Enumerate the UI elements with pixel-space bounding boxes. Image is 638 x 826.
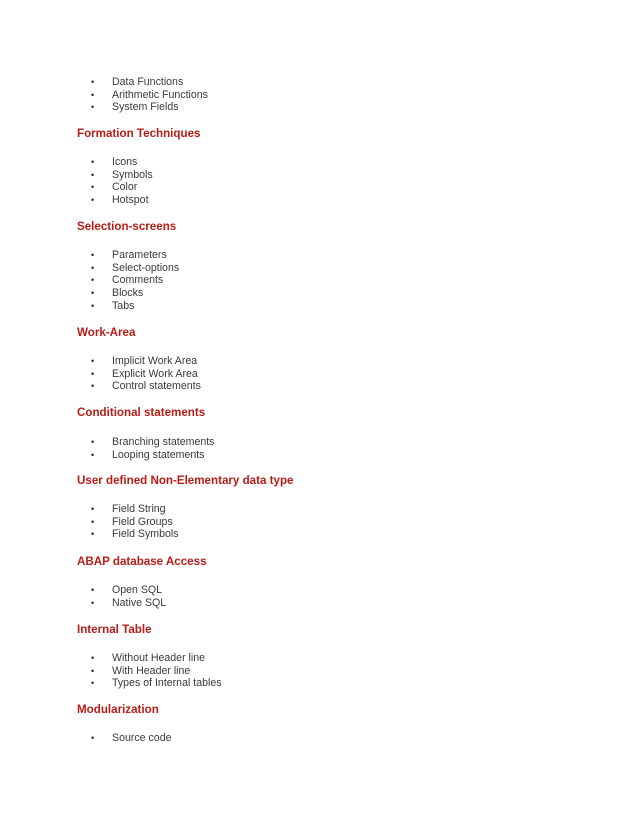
list-item-text: Color bbox=[112, 181, 138, 194]
section-heading: Internal Table bbox=[77, 623, 152, 636]
bullet-icon: • bbox=[91, 250, 95, 260]
list-item-text: System Fields bbox=[112, 101, 179, 114]
list-item-text: With Header line bbox=[112, 664, 191, 677]
list-item-text: Open SQL bbox=[112, 584, 163, 596]
section-heading: ABAP database Access bbox=[77, 555, 207, 568]
list-item-text: Field Groups bbox=[112, 515, 173, 528]
bullet-icon: • bbox=[91, 504, 95, 514]
bullet-icon: • bbox=[91, 665, 95, 676]
list-item-text: Symbols bbox=[112, 168, 153, 181]
list-item-text: Native SQL bbox=[112, 596, 167, 609]
list-item-text: Types of Internal tables bbox=[112, 677, 222, 690]
bullet-icon: • bbox=[91, 653, 95, 663]
list-item-text: Parameters bbox=[112, 249, 167, 261]
list-item-text: Branching statements bbox=[112, 436, 215, 448]
list-item-text: Arithmetic Functions bbox=[112, 88, 208, 101]
bullet-icon: • bbox=[91, 182, 95, 193]
list-item-text: Select-options bbox=[112, 261, 180, 274]
list-item-text: Tabs bbox=[112, 299, 135, 312]
section-heading: Work-Area bbox=[77, 326, 136, 339]
list-item-text: Field String bbox=[112, 503, 166, 515]
bullet-icon: • bbox=[91, 678, 95, 689]
list-item-text: Data Functions bbox=[112, 76, 184, 88]
bullet-icon: • bbox=[91, 437, 95, 447]
bullet-icon: • bbox=[91, 381, 95, 392]
list-item-text: Control statements bbox=[112, 380, 201, 393]
bullet-icon: • bbox=[91, 262, 95, 273]
section-heading: Selection-screens bbox=[77, 220, 177, 233]
list-item-text: Field Symbols bbox=[112, 528, 179, 541]
list-item-text: Comments bbox=[112, 274, 164, 287]
bullet-icon: • bbox=[91, 733, 95, 743]
section-heading: Modularization bbox=[77, 703, 159, 716]
bullet-icon: • bbox=[91, 356, 95, 366]
bullet-icon: • bbox=[91, 157, 95, 167]
bullet-icon: • bbox=[91, 77, 95, 87]
bullet-icon: • bbox=[91, 529, 95, 540]
bullet-icon: • bbox=[91, 275, 95, 286]
list-item-text: Hotspot bbox=[112, 194, 149, 207]
list-item-text: Implicit Work Area bbox=[112, 355, 198, 367]
list-item-text: Without Header line bbox=[112, 652, 206, 664]
section-heading: Formation Techniques bbox=[77, 127, 201, 140]
bullet-icon: • bbox=[91, 516, 95, 527]
list-item-text: Icons bbox=[112, 156, 138, 168]
section-heading: User defined Non-Elementary data type bbox=[77, 474, 294, 487]
bullet-icon: • bbox=[91, 597, 95, 608]
bullet-icon: • bbox=[91, 288, 95, 299]
bullet-icon: • bbox=[91, 449, 95, 460]
bullet-icon: • bbox=[91, 195, 95, 206]
bullet-icon: • bbox=[91, 169, 95, 180]
list-item-text: Looping statements bbox=[112, 448, 205, 461]
bullet-icon: • bbox=[91, 368, 95, 379]
bullet-icon: • bbox=[91, 102, 95, 113]
bullet-icon: • bbox=[91, 89, 95, 100]
bullet-icon: • bbox=[91, 585, 95, 595]
list-item-text: Source code bbox=[112, 732, 172, 744]
bullet-icon: • bbox=[91, 300, 95, 311]
list-item-text: Blocks bbox=[112, 287, 144, 300]
section-heading: Conditional statements bbox=[77, 406, 206, 419]
list-item-text: Explicit Work Area bbox=[112, 367, 198, 380]
